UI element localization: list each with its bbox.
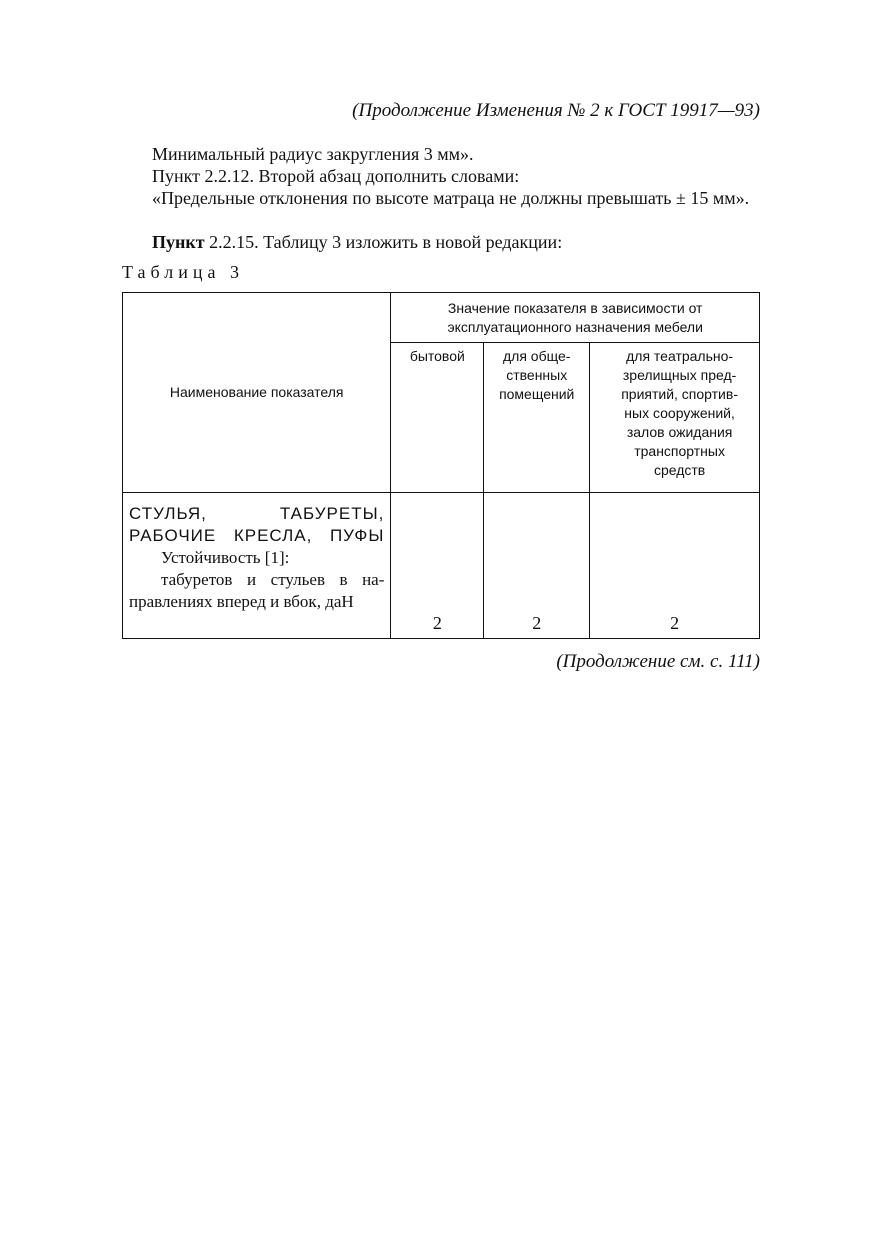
indicator-cell — [123, 493, 391, 639]
header-col-public: для обще-ственных помещений — [484, 343, 590, 493]
clause-label: Пункт — [152, 232, 205, 252]
table-caption: Таблица 3 — [122, 262, 244, 282]
value-household: 2 — [391, 493, 484, 639]
indicators-table — [122, 292, 760, 639]
paragraph-clause-2-2-15 — [122, 231, 760, 253]
paragraph-tolerance-quote: «Предельные отклонения по высоте матраца не должны превышать ± 15 мм». — [152, 188, 750, 208]
indicator-detail: табуретов и стульев в на-правлениях вперед и вбок, даН — [129, 570, 385, 611]
header-col-theatre: для театрально-зрелищных пред-приятий, спортив-ных сооружений, залов ожидания транспортных средств — [590, 343, 760, 493]
section-title: СТУЛЬЯ, ТАБУРЕТЫ, РАБОЧИЕ КРЕСЛА, ПУФЫ — [129, 504, 385, 545]
header-value-group: Значение показателя в зависимости от эксплуатационного назначения мебели — [391, 293, 760, 343]
continuation-header: (Продолжение Изменения № 2 к ГОСТ 19917—93) — [352, 100, 760, 121]
paragraph-clause-2-2-12: Пункт 2.2.12. Второй абзац дополнить словами: — [152, 166, 520, 186]
indicator-label: Устойчивость [1]: — [161, 548, 290, 567]
value-theatre: 2 — [590, 493, 760, 639]
clause-text: 2.2.15. Таблицу 3 изложить в новой редакции: — [204, 232, 563, 252]
continuation-footer: (Продолжение см. с. 111) — [556, 651, 760, 672]
header-col-household: бытовой — [391, 343, 484, 493]
paragraph-min-radius: Минимальный радиус закругления 3 мм». — [152, 144, 474, 164]
header-indicator-name: Наименование показателя — [123, 293, 391, 493]
value-public: 2 — [484, 493, 590, 639]
